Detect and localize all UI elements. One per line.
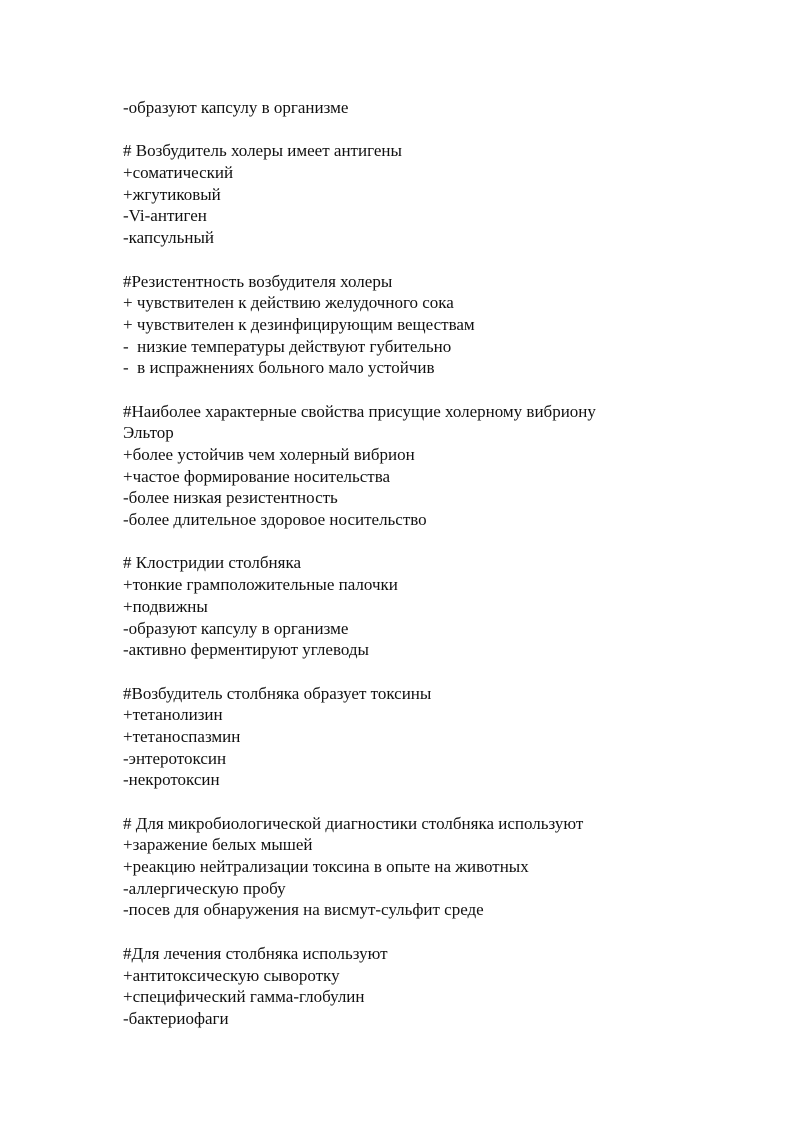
question-text: #Для лечения столбняка используют	[123, 943, 388, 963]
question-block	[123, 813, 683, 921]
answer-option: +соматический	[123, 163, 234, 183]
blank-line	[123, 379, 683, 401]
answer-option: -аллергическую пробу	[123, 878, 286, 898]
answer-option: +более устойчив чем холерный вибрион	[123, 445, 415, 464]
answer-option: +реакцию нейтрализации токсина в опыте на животных	[123, 857, 529, 877]
question-block	[123, 683, 683, 791]
blank-line	[123, 661, 683, 683]
question-text: # Для микробиологической диагностики столбняка используют	[123, 813, 584, 833]
question-text: # Клостридии столбняка	[123, 553, 301, 573]
blank-line	[123, 249, 683, 271]
answer-option: +тетаноспазмин	[123, 726, 241, 746]
answer-option: - низкие температуры действуют губительно	[123, 336, 452, 356]
answer-option: + чувствителен к действию желудочного сока	[123, 293, 454, 313]
answer-option: +антитоксическую сыворотку	[123, 965, 340, 985]
question-text: #Возбудитель столбняка образует токсины	[123, 683, 432, 703]
answer-option: +подвижны	[123, 596, 208, 616]
answer-option: -образуют капсулу в организме	[123, 618, 349, 638]
answer-option: -капсульный	[123, 228, 215, 248]
blank-line	[123, 119, 683, 141]
question-block	[123, 943, 683, 1030]
question-block	[123, 271, 683, 379]
question-text-continuation: Эльтор	[123, 423, 174, 443]
answer-option: +тонкие грамположительные палочки	[123, 575, 398, 595]
blank-line	[123, 791, 683, 813]
question-block	[123, 401, 683, 531]
question-text: # Возбудитель холеры имеет антигены	[123, 141, 402, 161]
blank-line	[123, 531, 683, 553]
answer-option: +жгутиковый	[123, 184, 221, 204]
answer-option: + чувствителен к дезинфицирующим веществам	[123, 314, 475, 334]
question-text: #Наиболее характерные свойства присущие холерному вибриону	[123, 401, 596, 421]
answer-option: -Vi-антиген	[123, 206, 207, 226]
question-block	[123, 552, 683, 660]
answer-option: -более низкая резистентность	[123, 488, 338, 508]
answer-option: +заражение белых мышей	[123, 835, 313, 855]
answer-option: - в испражнениях больного мало устойчив	[123, 358, 435, 378]
answer-option: -бактериофаги	[123, 1008, 229, 1028]
answer-option: +специфический гамма-глобулин	[123, 987, 365, 1007]
answer-option: -более длительное здоровое носительство	[123, 510, 427, 530]
blank-line	[123, 921, 683, 943]
answer-option: +частое формирование носительства	[123, 466, 391, 486]
answer-option: -активно ферментируют углеводы	[123, 640, 369, 660]
question-block	[123, 140, 683, 248]
intro-line: -образуют капсулу в организме	[123, 98, 349, 117]
answer-option: -энтеротоксин	[123, 748, 227, 768]
document-text	[123, 97, 683, 1030]
answer-option: -посев для обнаружения на висмут-сульфит среде	[123, 900, 484, 920]
answer-option: -некротоксин	[123, 770, 220, 790]
answer-option: +тетанолизин	[123, 705, 223, 725]
question-text: #Резистентность возбудителя холеры	[123, 271, 393, 291]
